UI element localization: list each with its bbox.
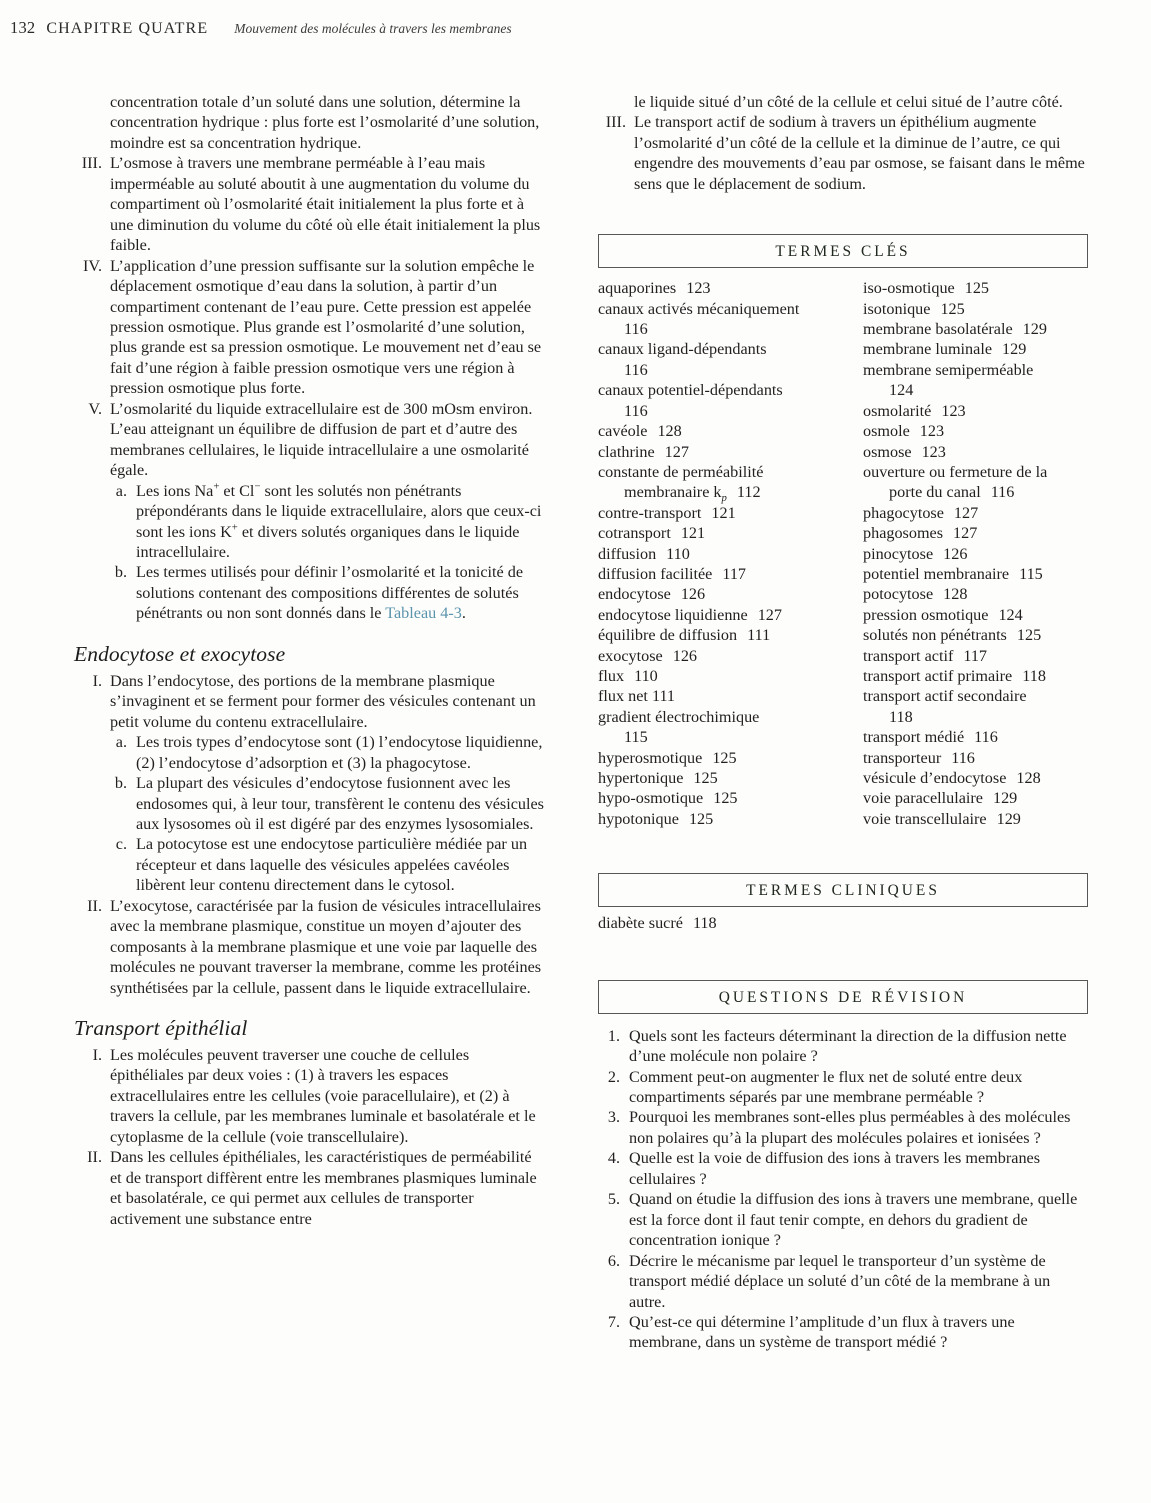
spacer bbox=[598, 934, 1088, 980]
term-label: cotransport bbox=[598, 524, 671, 543]
term-entry bbox=[863, 523, 1088, 543]
term-label: diffusion bbox=[598, 544, 657, 563]
chapter-title: CHAPITRE QUATRE bbox=[46, 20, 209, 37]
term-entry bbox=[598, 646, 863, 666]
term-page: 129 bbox=[996, 809, 1021, 828]
term-entry bbox=[863, 768, 1088, 788]
term-entry bbox=[863, 625, 1088, 645]
outline-marker: II. bbox=[87, 896, 102, 915]
term-page: 127 bbox=[953, 524, 978, 543]
term-entry bbox=[863, 686, 1088, 727]
outline-marker: III. bbox=[605, 113, 626, 132]
outline-marker: I. bbox=[92, 1046, 102, 1065]
term-page: 123 bbox=[921, 442, 946, 461]
clinical-term-entry bbox=[598, 913, 1088, 933]
question-text: Quelle est la voie de diffusion des ions à travers les membranes cellulaires ? bbox=[629, 1149, 1041, 1188]
outline-item-iii bbox=[74, 153, 546, 255]
question-text: Pourquoi les membranes sont-elles plus perméables à des molécules non polaires qu’à la plupart des molécules polaires et ionisées ? bbox=[629, 1108, 1071, 1147]
term-page: 125 bbox=[964, 279, 990, 298]
term-label: phagocytose bbox=[863, 503, 944, 522]
term-label: voie paracellulaire bbox=[863, 789, 983, 808]
question-text: Quels sont les facteurs déterminant la direction de la diffusion nette d’une molécule non polaire ? bbox=[629, 1026, 1067, 1066]
question-item bbox=[598, 1148, 1088, 1189]
outline-marker: c. bbox=[115, 835, 127, 854]
term-page: 115 bbox=[624, 728, 648, 747]
term-entry bbox=[598, 809, 863, 829]
term-entry bbox=[863, 605, 1088, 625]
outline-item-iii-right bbox=[598, 112, 1088, 194]
term-label: membrane basolatérale bbox=[863, 320, 1013, 339]
outline-text: Les molécules peuvent traverser une couche de cellules épithéliales par deux voies : (1) à travers les espaces extracellulaires entre les cellules (voie paracellulaire), et (2) à travers la cellule, par les membranes luminale et basolatérale et le cytoplasme de la cellule (voie transcellulaire). bbox=[110, 1046, 536, 1146]
term-label: phagosomes bbox=[863, 524, 944, 543]
term-label: constante de perméabilité bbox=[598, 462, 764, 481]
question-number: 4. bbox=[607, 1149, 620, 1168]
ion-text-part1: Les ions Na bbox=[136, 481, 214, 500]
transport-item-i bbox=[74, 1045, 546, 1147]
term-entry bbox=[863, 564, 1088, 584]
outline-subitem-a bbox=[110, 481, 546, 563]
term-label: transport actif bbox=[863, 646, 954, 665]
term-page: 126 bbox=[943, 544, 968, 563]
term-entry bbox=[863, 299, 1088, 319]
term-label: diffusion facilitée bbox=[598, 564, 713, 583]
term-label: solutés non pénétrants bbox=[863, 626, 1007, 645]
outline-text: Les trois types d’endocytose sont (1) l’endocytose liquidienne, (2) l’endocytose d’adsorption et (3) la phagocytose. bbox=[136, 733, 543, 772]
term-entry bbox=[598, 707, 863, 748]
term-entry bbox=[863, 462, 1088, 503]
term-page: 129 bbox=[1002, 340, 1027, 359]
term-entry bbox=[598, 605, 863, 625]
question-text: Décrire le mécanisme par lequel le transporteur d’un système de transport médié déplace un soluté d’un côté de la membrane à un autre. bbox=[629, 1251, 1051, 1311]
term-entry bbox=[863, 401, 1088, 421]
endocytose-subitem-b bbox=[110, 773, 546, 834]
term-label: osmose bbox=[863, 442, 912, 461]
term-label: hyperosmotique bbox=[598, 748, 703, 767]
term-label: diabète sucré bbox=[598, 914, 683, 933]
term-label: contre-transport bbox=[598, 503, 702, 522]
outline-text: L’osmolarité du liquide extracellulaire est de 300 mOsm environ. L’eau atteignant un équilibre de diffusion de part et d’autre des membranes cellulaires, le liquide intracellulaire a une osmolarité égale. bbox=[110, 399, 533, 480]
term-page: 118 bbox=[1022, 666, 1046, 685]
questions-de-revision-header: QUESTIONS DE RÉVISION bbox=[598, 980, 1088, 1014]
term-page: 128 bbox=[657, 422, 682, 441]
term-entry bbox=[863, 503, 1088, 523]
question-number: 1. bbox=[607, 1026, 620, 1045]
question-item bbox=[598, 1107, 1088, 1148]
outline-subitem-b bbox=[110, 562, 546, 623]
term-label: isotonique bbox=[863, 299, 931, 318]
term-page: 127 bbox=[953, 503, 979, 522]
term-page: 129 bbox=[1022, 320, 1047, 339]
term-entry bbox=[598, 462, 863, 503]
term-page: 125 bbox=[713, 789, 738, 808]
outline-text: La plupart des vésicules d’endocytose fusionnent avec les endosomes qui, à leur tour, transfèrent le contenu des vésicules aux lysosomes où il est digéré par des enzymes lysosomiales. bbox=[136, 774, 544, 833]
term-entry bbox=[598, 788, 863, 808]
endocytose-item-ii bbox=[74, 896, 546, 998]
term-label: gradient électrochimique bbox=[598, 707, 760, 726]
outline-text: L’exocytose, caractérisée par la fusion de vésicules intracellulaires avec la membrane plasmique, constitue un moyen d’ajouter des composants à la membrane plasmique et une voie par laquelle des molécules ne pouvant traverser la membrane, comme les protéines synthétisées par la cellule, passent dans le liquide extracellulaire. bbox=[110, 896, 542, 997]
term-entry bbox=[863, 278, 1088, 298]
term-entry bbox=[863, 584, 1088, 604]
continued-paragraph: le liquide situé d’un côté de la cellule et celui situé de l’autre côté. bbox=[634, 93, 1063, 111]
question-item bbox=[598, 1026, 1088, 1067]
outline-marker: IV. bbox=[82, 256, 102, 275]
outline-text: Le transport actif de sodium à travers un épithélium augmente l’osmolarité d’un côté de la cellule et la diminue de l’autre, ce qui engendre des mouvements d’eau par osmose, se faisant dans le même sens que le déplacement de sodium. bbox=[634, 113, 1085, 193]
continued-paragraph: concentration totale d’un soluté dans une solution, détermine la concentration hydrique : plus forte est l’osmolarité d’une solution, moindre est sa concentration hydrique. bbox=[110, 93, 540, 152]
term-entry bbox=[598, 503, 863, 523]
ion-text-part2: et Cl bbox=[219, 481, 255, 500]
term-label: hypertonique bbox=[598, 769, 684, 788]
term-entry bbox=[598, 625, 863, 645]
outline-text: L’application d’une pression suffisante sur la solution empêche le déplacement osmotique d’eau dans la solution, à partir d’un compartiment contenant de l’eau pure. Cette pression est appelée pression osmotique. Plus grande est l’osmolarité d’une solution, plus grande est sa pression osmotique. Le mouvement net d’eau se fait d’une région à faible pression osmotique vers une région à pression osmotique plus forte. bbox=[110, 256, 542, 398]
termes-cles-column-b bbox=[863, 278, 1088, 829]
term-label: potentiel membranaire bbox=[863, 564, 1010, 583]
question-item bbox=[598, 1312, 1088, 1353]
term-entry bbox=[863, 727, 1088, 747]
term-page: 126 bbox=[680, 585, 706, 604]
outline-text bbox=[136, 481, 546, 563]
term-page: 127 bbox=[757, 605, 782, 624]
outline-item-iv bbox=[74, 256, 546, 399]
outline-marker: I. bbox=[92, 671, 102, 690]
term-page: 124 bbox=[889, 381, 914, 400]
question-number: 2. bbox=[607, 1067, 620, 1086]
termes-cles-list bbox=[598, 278, 1088, 829]
term-page: 125 bbox=[688, 809, 714, 828]
term-page: 117 bbox=[963, 646, 988, 665]
transport-item-ii bbox=[74, 1147, 546, 1229]
term-page: 116 bbox=[951, 748, 975, 767]
term-label: aquaporines bbox=[598, 279, 677, 298]
chapter-subject: Mouvement des molécules à travers les membranes bbox=[234, 21, 512, 36]
term-label: cavéole bbox=[598, 422, 648, 441]
question-number: 7. bbox=[607, 1312, 620, 1331]
question-item bbox=[598, 1189, 1088, 1250]
term-label: pinocytose bbox=[863, 544, 934, 563]
term-cont-label: membranaire k bbox=[624, 483, 722, 502]
term-entry bbox=[598, 380, 863, 421]
term-entry bbox=[598, 421, 863, 441]
termes-cliniques-header: TERMES CLINIQUES bbox=[598, 873, 1088, 907]
term-label: ouverture ou fermeture de la bbox=[863, 462, 1048, 481]
term-entry bbox=[598, 544, 863, 564]
heading-endocytose-et-exocytose: Endocytose et exocytose bbox=[74, 641, 286, 666]
question-number: 6. bbox=[607, 1251, 620, 1270]
term-page: 116 bbox=[624, 401, 648, 420]
term-label: membrane semiperméable bbox=[863, 360, 1034, 379]
potassium-charge: + bbox=[231, 521, 238, 534]
question-item bbox=[598, 1067, 1088, 1108]
termes-cles-column-a bbox=[598, 278, 863, 829]
term-page: 121 bbox=[711, 503, 736, 522]
term-page: 127 bbox=[664, 442, 689, 461]
question-number: 5. bbox=[607, 1190, 620, 1209]
term-page: 123 bbox=[686, 279, 711, 298]
term-label: endocytose bbox=[598, 585, 671, 604]
term-page: 116 bbox=[624, 320, 648, 339]
term-page: 128 bbox=[943, 585, 968, 604]
heading-transport-epithelial: Transport épithélial bbox=[74, 1016, 248, 1041]
termes-cles-header: TERMES CLÉS bbox=[598, 234, 1088, 268]
term-entry bbox=[863, 809, 1088, 829]
term-page: 116 bbox=[990, 483, 1015, 502]
term-entry bbox=[598, 339, 863, 380]
term-label: hypotonique bbox=[598, 809, 679, 828]
spacer bbox=[598, 194, 1088, 234]
term-entry bbox=[598, 748, 863, 768]
outline-item-v bbox=[74, 399, 546, 481]
term-label: canaux ligand-dépendants bbox=[598, 340, 767, 359]
outline-text bbox=[136, 562, 546, 623]
term-entry bbox=[863, 442, 1088, 462]
term-continuation bbox=[598, 482, 863, 505]
term-page: 125 bbox=[693, 769, 718, 788]
term-entry bbox=[598, 584, 863, 604]
term-page: 116 bbox=[624, 360, 648, 379]
outline-marker: II. bbox=[87, 1148, 102, 1167]
right-column bbox=[598, 92, 1088, 1353]
outline-marker: V. bbox=[88, 399, 102, 418]
term-entry bbox=[863, 748, 1088, 768]
text-after-link: . bbox=[461, 604, 466, 623]
term-entry bbox=[598, 768, 863, 788]
questions-list bbox=[598, 1026, 1088, 1353]
term-label: exocytose bbox=[598, 646, 663, 665]
term-label: équilibre de diffusion bbox=[598, 626, 738, 645]
term-entry bbox=[863, 646, 1088, 666]
endocytose-subitem-a bbox=[110, 732, 546, 773]
term-cont-label: porte du canal bbox=[889, 483, 981, 502]
term-page: 126 bbox=[672, 646, 698, 665]
endocytose-item-i bbox=[74, 671, 546, 732]
term-label: iso-osmotique bbox=[863, 279, 955, 298]
kp-symbol-sub bbox=[721, 483, 727, 505]
term-subscript: p bbox=[721, 492, 727, 505]
chloride-charge: − bbox=[254, 480, 261, 493]
outline-marker: b. bbox=[114, 563, 127, 582]
ion-text-part4: et divers solutés organiques dans le liquide intracellulaire. bbox=[136, 522, 520, 561]
term-entry bbox=[863, 544, 1088, 564]
spacer bbox=[598, 829, 1088, 873]
term-label: transporteur bbox=[863, 748, 942, 767]
term-label: voie transcellulaire bbox=[863, 809, 987, 828]
term-entry bbox=[863, 421, 1088, 441]
term-label: transport actif secondaire bbox=[863, 687, 1027, 706]
sodium-charge: + bbox=[213, 480, 220, 493]
term-entry bbox=[598, 442, 863, 462]
term-page: 115 bbox=[1019, 564, 1043, 583]
term-page: 123 bbox=[941, 401, 966, 420]
outline-marker: a. bbox=[115, 733, 127, 752]
term-page: 121 bbox=[680, 524, 706, 543]
term-page: 116 bbox=[974, 728, 998, 747]
term-page: 125 bbox=[712, 748, 737, 767]
term-label: flux net 111 bbox=[598, 687, 676, 706]
term-label: canaux activés mécaniquement bbox=[598, 299, 800, 318]
term-page: 112 bbox=[736, 483, 761, 502]
term-page: 118 bbox=[692, 914, 717, 933]
term-label: endocytose liquidienne bbox=[598, 605, 748, 624]
term-entry bbox=[598, 523, 863, 543]
term-page: 129 bbox=[992, 789, 1018, 808]
running-head bbox=[10, 18, 1110, 38]
term-entry bbox=[863, 666, 1088, 686]
term-continuation bbox=[863, 482, 1088, 502]
question-text: Qu’est-ce qui détermine l’amplitude d’un flux à travers une membrane, dans un système de transport médié ? bbox=[629, 1312, 1015, 1352]
term-page: 123 bbox=[919, 422, 945, 441]
term-label: osmole bbox=[863, 422, 910, 441]
term-page: 117 bbox=[722, 564, 747, 583]
term-entry bbox=[863, 788, 1088, 808]
outline-text: L’osmose à travers une membrane perméable à l’eau mais imperméable au soluté aboutit à une augmentation du volume du compartiment où l’osmolarité était initialement la plus forte et à une diminution du volume du côté où elle était initialement la plus faible. bbox=[110, 154, 541, 255]
term-page: 124 bbox=[998, 605, 1023, 624]
term-entry bbox=[598, 686, 863, 706]
term-label: transport actif primaire bbox=[863, 666, 1013, 685]
question-text: Quand on étudie la diffusion des ions à travers une membrane, quelle est la force dont il faut tenir compte, en dehors du gradient de concentration ionique ? bbox=[629, 1190, 1078, 1250]
outline-text: La potocytose est une endocytose particulière médiée par un récepteur et dans laquelle des vésicules appelées cavéoles libèrent leur contenu directement dans le cytosol. bbox=[136, 835, 528, 895]
term-page: 118 bbox=[889, 707, 913, 726]
term-label: flux bbox=[598, 666, 625, 685]
term-label: pression osmotique bbox=[863, 605, 989, 624]
left-column bbox=[74, 92, 546, 1229]
term-entry bbox=[598, 278, 863, 298]
question-text: Comment peut-on augmenter le flux net de soluté entre deux compartiments séparés par une membrane perméable ? bbox=[629, 1067, 1023, 1106]
question-item bbox=[598, 1251, 1088, 1312]
term-page: 110 bbox=[634, 666, 658, 685]
term-entry bbox=[863, 360, 1088, 401]
term-entry bbox=[863, 339, 1088, 359]
term-entry bbox=[598, 564, 863, 584]
outline-text: Dans les cellules épithéliales, les caractéristiques de perméabilité et de transport diffèrent entre les membranes plasmiques luminale et basolatérale, ce qui permet aux cellules de transporter activement une substance entre bbox=[110, 1148, 537, 1228]
term-label: canaux potentiel-dépendants bbox=[598, 381, 783, 400]
term-page: 128 bbox=[1016, 769, 1041, 788]
term-label: transport médié bbox=[863, 728, 965, 747]
ion-text-part3: sont les solutés non pénétrants prépondérants dans le liquide extracellulaire, alors que ceux-ci sont les ions K bbox=[136, 481, 542, 541]
page-folio-number: 132 bbox=[10, 18, 36, 37]
outline-marker: III. bbox=[81, 154, 102, 173]
endocytose-subitem-c bbox=[110, 834, 546, 895]
term-page: 110 bbox=[666, 544, 690, 563]
term-label: osmolarité bbox=[863, 401, 932, 420]
term-label: potocytose bbox=[863, 585, 934, 604]
term-label: membrane luminale bbox=[863, 340, 993, 359]
term-page: 111 bbox=[747, 626, 771, 645]
outline-marker: b. bbox=[114, 774, 127, 793]
term-entry bbox=[598, 299, 863, 340]
term-page: 125 bbox=[1016, 626, 1042, 645]
term-label: clathrine bbox=[598, 442, 655, 461]
outline-text: Dans l’endocytose, des portions de la membrane plasmique s’invaginent et se ferment pour former des vésicules contenant un petit volume du contenu extracellulaire. bbox=[110, 671, 536, 731]
tableau-4-3-link[interactable]: Tableau 4-3 bbox=[385, 604, 462, 623]
text-before-link: Les termes utilisés pour définir l’osmolarité et la tonicité de solutions contenant des compositions différentes de solutés pénétrants ou non sont donnés dans le bbox=[136, 563, 524, 623]
question-number: 3. bbox=[607, 1108, 620, 1127]
term-page: 125 bbox=[940, 299, 965, 318]
term-label: hypo-osmotique bbox=[598, 789, 704, 808]
term-label: vésicule d’endocytose bbox=[863, 769, 1007, 788]
term-entry bbox=[598, 666, 863, 686]
outline-marker: a. bbox=[115, 481, 127, 500]
term-entry bbox=[863, 319, 1088, 339]
